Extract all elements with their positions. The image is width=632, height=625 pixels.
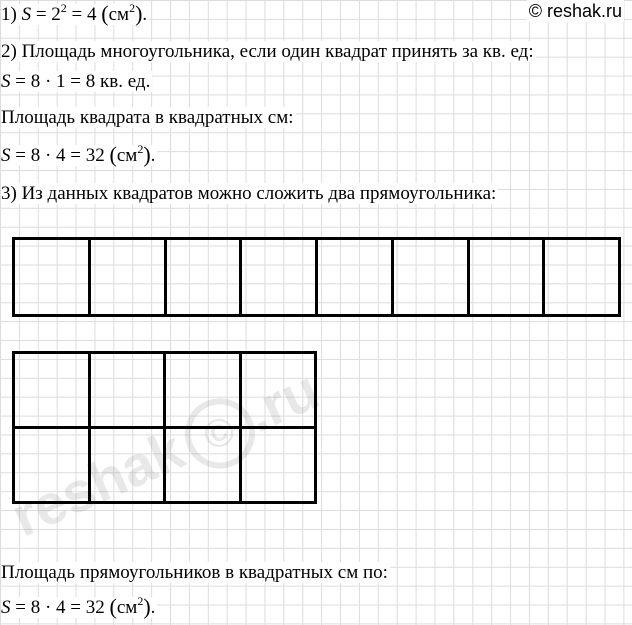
step-2-formula: [1, 70, 152, 94]
step-2-calculation: = 8 · 1 = 8: [15, 71, 96, 92]
rectangles-area-text: Площадь прямоугольников в квадратных см по:: [1, 562, 388, 583]
step-2-heading: [1, 40, 536, 64]
rectangle-2x4: [12, 351, 317, 504]
unit-square: [242, 429, 318, 504]
unit-square: [242, 354, 318, 429]
step-1-period: .: [142, 4, 148, 25]
unit-square: [318, 240, 394, 317]
unit-square: [394, 240, 470, 317]
area-variable: S: [21, 4, 32, 25]
step-1-result: = 4: [71, 4, 97, 25]
copyright-label: © reshak.ru: [528, 1, 622, 21]
step-3-text: 3) Из данных квадратов можно сложить два прямоугольника:: [1, 183, 497, 204]
rectangles-area-formula: S = 8 · 4 = 32 $(см^2)$.: [1, 594, 156, 619]
unit-square: [545, 240, 621, 317]
unit-square: [91, 429, 167, 504]
copyright-circle-icon: ©: [173, 388, 265, 480]
unit-square: [91, 354, 167, 429]
step-2-text: 2) Площадь многоугольника, если один квадрат принять за кв. ед:: [1, 41, 534, 62]
rectangles-area-calculation: = 8 · 4 = 32: [15, 597, 105, 618]
unit-square: [167, 240, 243, 317]
square-area-calculation: = 8 · 4 = 32: [15, 145, 105, 166]
unit-square: [91, 240, 167, 317]
area-variable: S: [1, 71, 11, 92]
unit-square: [242, 240, 318, 317]
unit-square: [15, 429, 91, 504]
unit-label: см: [116, 597, 138, 618]
unit-square: [470, 240, 546, 317]
square-area-formula: S = 8 · 4 = 32 $(см^2)$.: [1, 142, 156, 167]
unit-label: см: [116, 145, 138, 166]
step-1-number: 1): [1, 4, 17, 25]
rectangles-area-heading: [1, 561, 390, 585]
unit-square: [166, 354, 242, 429]
square-area-heading: [1, 106, 296, 130]
step-1-formula: 1) $S = 2^2 = 4$ $(см^2)$.: [1, 1, 148, 26]
area-variable: S: [1, 597, 11, 618]
unit-exponent: 2: [129, 1, 136, 15]
step-3-heading: [1, 182, 498, 206]
step-1-exponent: 2: [60, 1, 67, 15]
unit-square: [15, 354, 91, 429]
watermark-logo: reshak ©.ru: [2, 357, 328, 549]
unit-exponent: 2: [137, 142, 144, 156]
rectangles-area-period: .: [150, 597, 156, 618]
square-area-text: Площадь квадрата в квадратных см:: [1, 107, 294, 128]
unit-exponent: 2: [137, 594, 144, 608]
rectangle-1x8: [12, 237, 621, 317]
unit-square: [166, 429, 242, 504]
step-1-power: = 2: [35, 4, 61, 25]
unit-label: кв. ед.: [100, 71, 151, 92]
unit-label: см: [108, 4, 130, 25]
square-area-period: .: [150, 145, 156, 166]
unit-square: [15, 240, 91, 317]
area-variable: S: [1, 145, 11, 166]
